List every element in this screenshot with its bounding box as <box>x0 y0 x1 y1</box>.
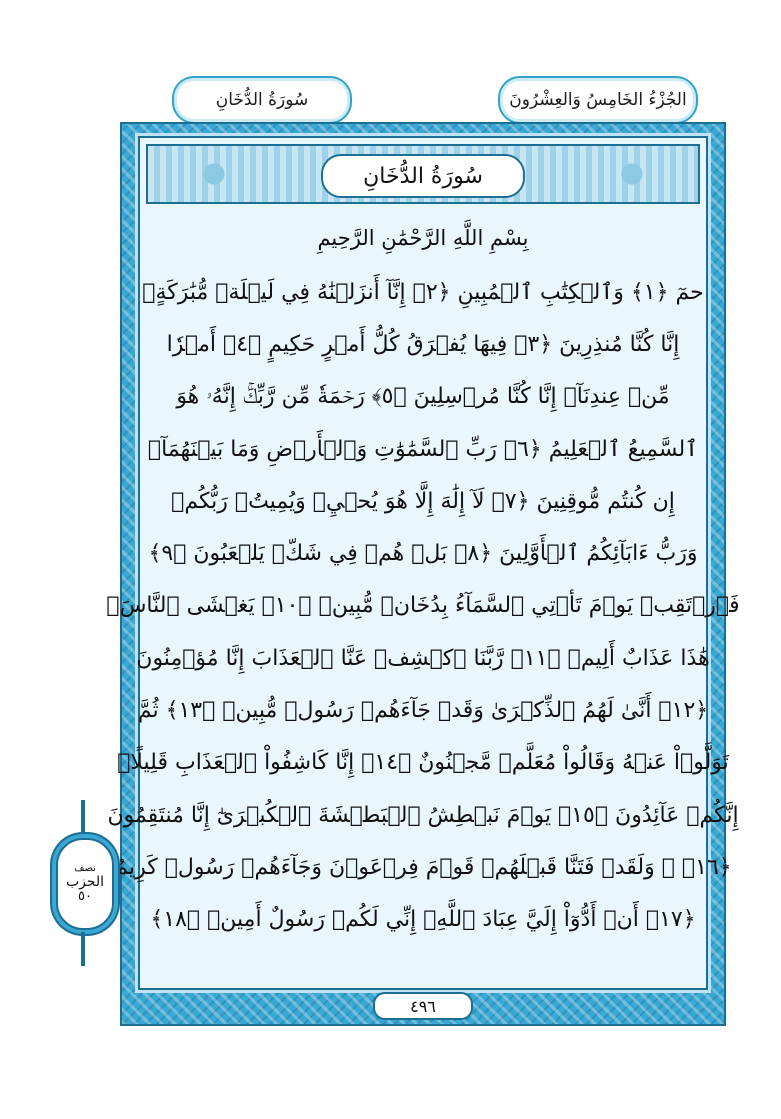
verse-line: وَرَبُّ ءَابَآئِكُمُ ٱلۡأَوَّلِينَ ﴿٨﴾ بَلۡ هُمۡ فِي شَكّٖ يَلۡعَبُونَ ﴿٩﴾ <box>148 541 698 567</box>
header-juz-name: الجُزْءُ الخَامِسُ وَالعِشْرُونَ <box>509 90 687 110</box>
surah-title-cartouche <box>321 154 525 198</box>
verse-line: إِنَّا كُنَّا مُنذِرِينَ ﴿٣﴾ فِيهَا يُفۡرَقُ كُلُّ أَمۡرٍ حَكِيمٍ ﴿٤﴾ أَمۡرٗا <box>166 331 680 357</box>
text-panel <box>106 136 740 990</box>
hizb-marker-bottom-ornament <box>81 932 85 966</box>
basmala: بِسْمِ اللَّهِ الرَّحْمَٰنِ الرَّحِيمِ <box>317 226 529 250</box>
verse-line: ﴿١٢﴾ أَنَّىٰ لَهُمُ ٱلذِّكۡرَىٰ وَقَدۡ جَآءَهُمۡ رَسُولٞ مُّبِينٞ ﴿١٣﴾ ثُمَّ <box>137 698 709 724</box>
verse-line: فَٱرۡتَقِبۡ يَوۡمَ تَأۡتِي ٱلسَّمَآءُ بِدُخَانٖ مُّبِينٖ ﴿١٠﴾ يَغۡشَى ٱلنَّاسَۖ <box>106 593 740 619</box>
verse-lines <box>106 266 740 946</box>
hizb-marker-line3: ٥٠ <box>78 889 92 905</box>
verse-line: ﴿١٦﴾ ۞ وَلَقَدۡ فَتَنَّا قَبۡلَهُمۡ قَوۡمَ فِرۡعَوۡنَ وَجَآءَهُمۡ رَسُولٞ كَرِيمٌ <box>114 854 732 880</box>
hizb-marker <box>50 800 116 966</box>
surah-title-band <box>146 144 700 204</box>
hizb-marker-line2: الحزب <box>65 874 105 891</box>
verse-line: هَٰذَا عَذَابٌ أَلِيمٞ ﴿١١﴾ رَّبَّنَا ٱكۡشِفۡ عَنَّا ٱلۡعَذَابَ إِنَّا مُؤۡمِنُونَ <box>136 645 710 671</box>
surah-title: سُورَةُ الدُّخَانِ <box>363 163 483 189</box>
verse-line: ٱلسَّمِيعُ ٱلۡعَلِيمُ ﴿٦﴾ رَبِّ ٱلسَّمَٰوَٰتِ وَٱلۡأَرۡضِ وَمَا بَيۡنَهُمَآۖ <box>147 436 699 462</box>
header-juz-name-cartouche <box>498 76 698 124</box>
page-number: ٤٩٦ <box>373 992 473 1020</box>
verse-line: إِنَّكُمۡ عَآئِدُونَ ﴿١٥﴾ يَوۡمَ نَبۡطِشُ ٱلۡبَطۡشَةَ ٱلۡكُبۡرَىٰٓ إِنَّا مُنتَقِمُونَ <box>107 802 739 828</box>
hizb-marker-top-ornament <box>81 800 85 834</box>
verse-line: تَوَلَّوۡاْ عَنۡهُ وَقَالُواْ مُعَلَّمٞ مَّجۡنُونٌ ﴿١٤﴾ إِنَّا كَاشِفُواْ ٱلۡعَذَابِ قَلِيلًاۚ <box>117 750 729 776</box>
verse-line: حمٓ ﴿١﴾ وَٱلۡكِتَٰبِ ٱلۡمُبِينِ ﴿٢﴾ إِنَّآ أَنزَلۡنَٰهُ فِي لَيۡلَةٖ مُّبَٰرَكَةٍۚ <box>142 279 704 305</box>
verse-line: ﴿١٧﴾ أَنۡ أَدُّوٓاْ إِلَيَّ عِبَادَ ٱللَّهِۖ إِنِّي لَكُمۡ رَسُولٌ أَمِينٞ ﴿١٨﴾ <box>150 907 696 933</box>
hizb-marker-line1: نصف <box>74 862 96 874</box>
verse-line: مِّنۡ عِندِنَآۚ إِنَّا كُنَّا مُرۡسِلِينَ ﴿٥﴾ رَحۡمَةٗ مِّن رَّبِّكَۚ إِنَّهُۥ هُوَ <box>176 384 670 410</box>
header-surah-name-cartouche <box>172 76 352 124</box>
hizb-marker-medallion <box>56 838 114 930</box>
header-surah-name: سُورَةُ الدُّخَانِ <box>215 90 309 110</box>
verse-line: إِن كُنتُم مُّوقِنِينَ ﴿٧﴾ لَآ إِلَٰهَ إِلَّا هُوَ يُحۡيِۦ وَيُمِيتُۖ رَبُّكُمۡ <box>171 488 675 514</box>
ornamental-page-frame <box>106 122 740 1026</box>
